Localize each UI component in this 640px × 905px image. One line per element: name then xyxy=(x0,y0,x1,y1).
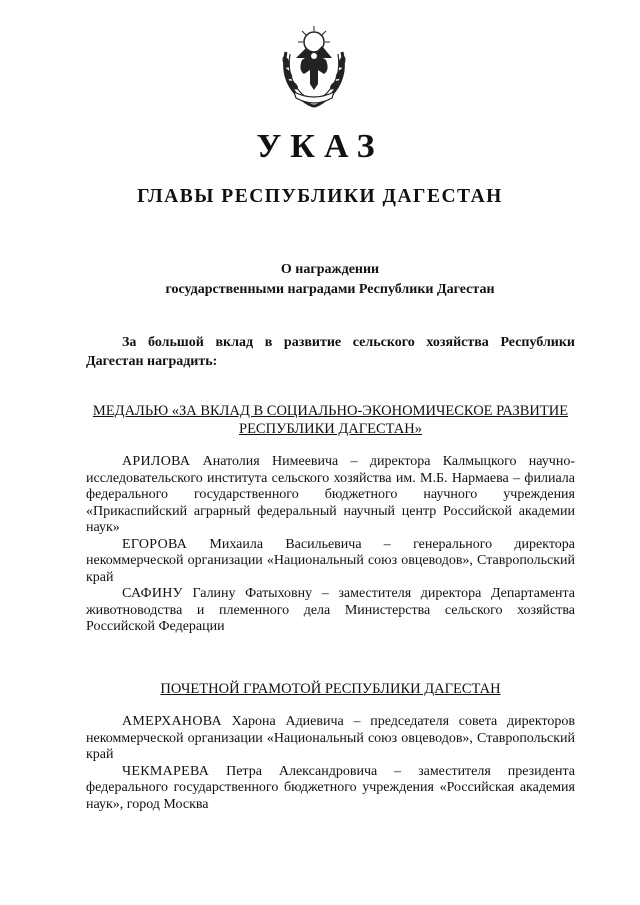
subject-line-2: государственными наградами Республики Дагестан xyxy=(165,282,495,297)
document-issuer: ГЛАВЫ РЕСПУБЛИКИ ДАГЕСТАН xyxy=(137,186,503,207)
recipient-details: Петра Александровича – заместителя президента федерального государственного бюджетного учреждения «Российская академия наук», город Москва xyxy=(86,763,575,812)
recipient-surname: АРИЛОВА xyxy=(122,454,191,469)
subject-line-1: О награждении xyxy=(280,262,380,277)
recipient-details: Анатолия Нимеевича – директора Калмыцкого научно-исследовательского института сельского хозяйства им. М.Б. Нармаева – филиала федерального государственного бюджетного научного учреждения «Прикаспийский аграрный федеральный научный центр Российской академии наук» xyxy=(86,454,575,535)
recipient-surname: ЕГОРОВА xyxy=(122,536,188,552)
recipient-surname: САФИНУ xyxy=(122,586,183,601)
section-heading-medal: МЕДАЛЬЮ «ЗА ВКЛАД В СОЦИАЛЬНО-ЭКОНОМИЧЕСКОЕ РАЗВИТИЕ РЕСПУБЛИКИ ДАГЕСТАН» xyxy=(92,403,569,437)
recipient-surname: АМЕРХАНОВА xyxy=(122,714,222,729)
preamble: За большой вклад в развитие сельского хозяйства Республики Дагестан наградить: xyxy=(86,335,575,369)
recipient-entry xyxy=(86,537,575,587)
certificate-recipients-list xyxy=(86,714,575,813)
recipient-entry xyxy=(86,454,575,537)
document-subject xyxy=(0,260,640,300)
recipient-details: Харона Адиевича – председателя совета директоров некоммерческой организации «Национальный союз овцеводов», Ставропольский край xyxy=(86,714,575,762)
recipient-details: Михаила Васильевича – генерального директора некоммерческой организации «Национальный союз овцеводов», Ставропольский край xyxy=(86,536,575,585)
recipient-surname: ЧЕКМАРЕВА xyxy=(122,763,210,779)
recipient-entry xyxy=(86,764,575,814)
document-title: УКАЗ xyxy=(256,128,384,165)
coat-of-arms-emblem xyxy=(272,22,356,110)
recipient-entry xyxy=(86,586,575,636)
medal-recipients-list xyxy=(86,454,575,636)
recipient-details: Галину Фатыховну – заместителя директора Департамента животноводства и племенного дела Министерства сельского хозяйства Российской Федерации xyxy=(86,586,575,634)
recipient-entry xyxy=(86,714,575,764)
section-heading-certificate: ПОЧЕТНОЙ ГРАМОТОЙ РЕСПУБЛИКИ ДАГЕСТАН xyxy=(160,681,501,697)
